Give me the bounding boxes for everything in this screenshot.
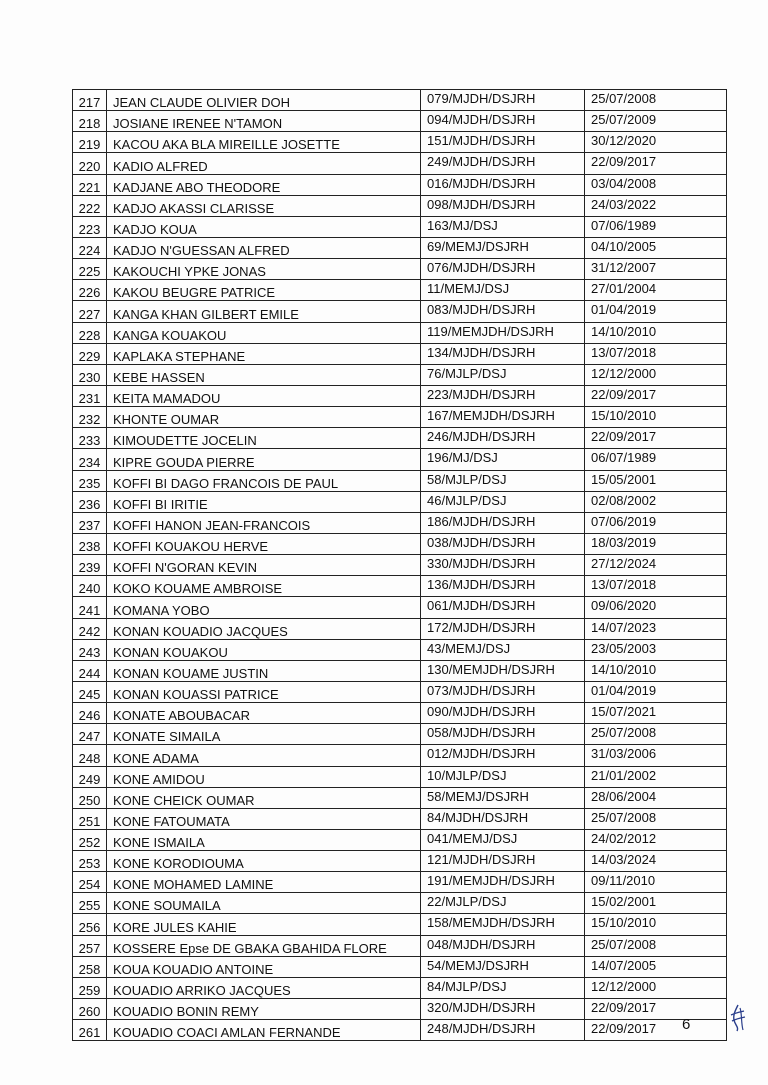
table-row bbox=[73, 703, 727, 724]
table-row bbox=[73, 914, 727, 935]
reference-cell: 038/MJDH/DSJRH bbox=[421, 533, 585, 554]
table-row bbox=[73, 280, 727, 301]
row-number-cell: 233 bbox=[73, 428, 107, 449]
name-cell: KOMANA YOBO bbox=[107, 597, 421, 618]
row-number-cell: 237 bbox=[73, 512, 107, 533]
row-number-cell: 245 bbox=[73, 681, 107, 702]
name-cell: KOFFI N'GORAN KEVIN bbox=[107, 555, 421, 576]
table-row bbox=[73, 639, 727, 660]
row-number-cell: 252 bbox=[73, 829, 107, 850]
reference-cell: 320/MJDH/DSJRH bbox=[421, 999, 585, 1020]
name-cell: KONATE ABOUBACAR bbox=[107, 703, 421, 724]
name-cell: KAKOU BEUGRE PATRICE bbox=[107, 280, 421, 301]
reference-cell: 094/MJDH/DSJRH bbox=[421, 111, 585, 132]
row-number-cell: 217 bbox=[73, 90, 107, 111]
date-cell: 22/09/2017 bbox=[585, 428, 727, 449]
name-cell: KONE AMIDOU bbox=[107, 766, 421, 787]
date-cell: 25/07/2008 bbox=[585, 808, 727, 829]
name-cell: KANGA KOUAKOU bbox=[107, 322, 421, 343]
reference-cell: 46/MJLP/DSJ bbox=[421, 491, 585, 512]
row-number-cell: 223 bbox=[73, 216, 107, 237]
reference-cell: 163/MJ/DSJ bbox=[421, 216, 585, 237]
name-cell: KONE FATOUMATA bbox=[107, 808, 421, 829]
name-cell: KHONTE OUMAR bbox=[107, 407, 421, 428]
name-cell: KOKO KOUAME AMBROISE bbox=[107, 576, 421, 597]
table-row bbox=[73, 90, 727, 111]
date-cell: 25/07/2008 bbox=[585, 935, 727, 956]
reference-cell: 121/MJDH/DSJRH bbox=[421, 851, 585, 872]
reference-cell: 083/MJDH/DSJRH bbox=[421, 301, 585, 322]
date-cell: 14/10/2010 bbox=[585, 660, 727, 681]
reference-cell: 54/MEMJ/DSJRH bbox=[421, 956, 585, 977]
table-row bbox=[73, 724, 727, 745]
name-cell: KONE MOHAMED LAMINE bbox=[107, 872, 421, 893]
reference-cell: 172/MJDH/DSJRH bbox=[421, 618, 585, 639]
table-row bbox=[73, 174, 727, 195]
name-cell: KONAN KOUAKOU bbox=[107, 639, 421, 660]
date-cell: 14/07/2005 bbox=[585, 956, 727, 977]
name-cell: KOSSERE Epse DE GBAKA GBAHIDA FLORE bbox=[107, 935, 421, 956]
name-cell: KOFFI BI IRITIE bbox=[107, 491, 421, 512]
name-cell: KONE ISMAILA bbox=[107, 829, 421, 850]
row-number-cell: 257 bbox=[73, 935, 107, 956]
date-cell: 15/10/2010 bbox=[585, 407, 727, 428]
table-row bbox=[73, 893, 727, 914]
table-row bbox=[73, 808, 727, 829]
reference-cell: 012/MJDH/DSJRH bbox=[421, 745, 585, 766]
name-cell: KOFFI BI DAGO FRANCOIS DE PAUL bbox=[107, 470, 421, 491]
table-row bbox=[73, 343, 727, 364]
date-cell: 15/07/2021 bbox=[585, 703, 727, 724]
date-cell: 09/11/2010 bbox=[585, 872, 727, 893]
records-table-body bbox=[73, 90, 727, 1041]
row-number-cell: 251 bbox=[73, 808, 107, 829]
table-row bbox=[73, 533, 727, 554]
table-row bbox=[73, 491, 727, 512]
reference-cell: 079/MJDH/DSJRH bbox=[421, 90, 585, 111]
row-number-cell: 238 bbox=[73, 533, 107, 554]
reference-cell: 158/MEMJDH/DSJRH bbox=[421, 914, 585, 935]
table-row bbox=[73, 364, 727, 385]
date-cell: 30/12/2020 bbox=[585, 132, 727, 153]
row-number-cell: 259 bbox=[73, 977, 107, 998]
name-cell: KEBE HASSEN bbox=[107, 364, 421, 385]
date-cell: 01/04/2019 bbox=[585, 681, 727, 702]
date-cell: 02/08/2002 bbox=[585, 491, 727, 512]
table-row bbox=[73, 766, 727, 787]
table-row bbox=[73, 470, 727, 491]
name-cell: KADJO KOUA bbox=[107, 216, 421, 237]
reference-cell: 58/MEMJ/DSJRH bbox=[421, 787, 585, 808]
table-row bbox=[73, 132, 727, 153]
table-row bbox=[73, 872, 727, 893]
row-number-cell: 249 bbox=[73, 766, 107, 787]
date-cell: 24/03/2022 bbox=[585, 195, 727, 216]
table-row bbox=[73, 745, 727, 766]
reference-cell: 167/MEMJDH/DSJRH bbox=[421, 407, 585, 428]
table-row bbox=[73, 829, 727, 850]
row-number-cell: 227 bbox=[73, 301, 107, 322]
table-row bbox=[73, 153, 727, 174]
row-number-cell: 244 bbox=[73, 660, 107, 681]
name-cell: JOSIANE IRENEE N'TAMON bbox=[107, 111, 421, 132]
date-cell: 15/05/2001 bbox=[585, 470, 727, 491]
reference-cell: 10/MJLP/DSJ bbox=[421, 766, 585, 787]
date-cell: 15/10/2010 bbox=[585, 914, 727, 935]
date-cell: 09/06/2020 bbox=[585, 597, 727, 618]
table-row bbox=[73, 512, 727, 533]
date-cell: 22/09/2017 bbox=[585, 153, 727, 174]
name-cell: KONE SOUMAILA bbox=[107, 893, 421, 914]
date-cell: 13/07/2018 bbox=[585, 576, 727, 597]
name-cell: KOFFI KOUAKOU HERVE bbox=[107, 533, 421, 554]
date-cell: 25/07/2008 bbox=[585, 724, 727, 745]
reference-cell: 076/MJDH/DSJRH bbox=[421, 259, 585, 280]
page-number: 6 bbox=[682, 1016, 691, 1033]
row-number-cell: 224 bbox=[73, 237, 107, 258]
reference-cell: 330/MJDH/DSJRH bbox=[421, 555, 585, 576]
row-number-cell: 222 bbox=[73, 195, 107, 216]
name-cell: KADJO N'GUESSAN ALFRED bbox=[107, 237, 421, 258]
row-number-cell: 220 bbox=[73, 153, 107, 174]
name-cell: JEAN CLAUDE OLIVIER DOH bbox=[107, 90, 421, 111]
date-cell: 22/09/2017 bbox=[585, 999, 727, 1020]
date-cell: 06/07/1989 bbox=[585, 449, 727, 470]
reference-cell: 061/MJDH/DSJRH bbox=[421, 597, 585, 618]
table-row bbox=[73, 999, 727, 1020]
name-cell: KORE JULES KAHIE bbox=[107, 914, 421, 935]
row-number-cell: 261 bbox=[73, 1020, 107, 1041]
reference-cell: 84/MJLP/DSJ bbox=[421, 977, 585, 998]
reference-cell: 090/MJDH/DSJRH bbox=[421, 703, 585, 724]
reference-cell: 223/MJDH/DSJRH bbox=[421, 385, 585, 406]
name-cell: KONATE SIMAILA bbox=[107, 724, 421, 745]
row-number-cell: 250 bbox=[73, 787, 107, 808]
row-number-cell: 247 bbox=[73, 724, 107, 745]
name-cell: KONAN KOUASSI PATRICE bbox=[107, 681, 421, 702]
name-cell: KOFFI HANON JEAN-FRANCOIS bbox=[107, 512, 421, 533]
name-cell: KOUA KOUADIO ANTOINE bbox=[107, 956, 421, 977]
date-cell: 22/09/2017 bbox=[585, 1020, 727, 1041]
name-cell: KOUADIO ARRIKO JACQUES bbox=[107, 977, 421, 998]
row-number-cell: 241 bbox=[73, 597, 107, 618]
date-cell: 24/02/2012 bbox=[585, 829, 727, 850]
reference-cell: 11/MEMJ/DSJ bbox=[421, 280, 585, 301]
reference-cell: 119/MEMJDH/DSJRH bbox=[421, 322, 585, 343]
date-cell: 04/10/2005 bbox=[585, 237, 727, 258]
row-number-cell: 225 bbox=[73, 259, 107, 280]
name-cell: KADJO AKASSI CLARISSE bbox=[107, 195, 421, 216]
row-number-cell: 234 bbox=[73, 449, 107, 470]
row-number-cell: 236 bbox=[73, 491, 107, 512]
name-cell: KONAN KOUAME JUSTIN bbox=[107, 660, 421, 681]
reference-cell: 136/MJDH/DSJRH bbox=[421, 576, 585, 597]
row-number-cell: 218 bbox=[73, 111, 107, 132]
date-cell: 12/12/2000 bbox=[585, 364, 727, 385]
table-row bbox=[73, 977, 727, 998]
date-cell: 25/07/2009 bbox=[585, 111, 727, 132]
row-number-cell: 239 bbox=[73, 555, 107, 576]
table-row bbox=[73, 428, 727, 449]
date-cell: 07/06/2019 bbox=[585, 512, 727, 533]
table-row bbox=[73, 618, 727, 639]
date-cell: 12/12/2000 bbox=[585, 977, 727, 998]
table-row bbox=[73, 1020, 727, 1041]
reference-cell: 248/MJDH/DSJRH bbox=[421, 1020, 585, 1041]
table-row bbox=[73, 597, 727, 618]
row-number-cell: 260 bbox=[73, 999, 107, 1020]
row-number-cell: 228 bbox=[73, 322, 107, 343]
name-cell: KOUADIO BONIN REMY bbox=[107, 999, 421, 1020]
reference-cell: 191/MEMJDH/DSJRH bbox=[421, 872, 585, 893]
reference-cell: 43/MEMJ/DSJ bbox=[421, 639, 585, 660]
reference-cell: 016/MJDH/DSJRH bbox=[421, 174, 585, 195]
date-cell: 14/10/2010 bbox=[585, 322, 727, 343]
table-row bbox=[73, 407, 727, 428]
reference-cell: 098/MJDH/DSJRH bbox=[421, 195, 585, 216]
table-row bbox=[73, 111, 727, 132]
row-number-cell: 229 bbox=[73, 343, 107, 364]
name-cell: KONE CHEICK OUMAR bbox=[107, 787, 421, 808]
row-number-cell: 256 bbox=[73, 914, 107, 935]
reference-cell: 058/MJDH/DSJRH bbox=[421, 724, 585, 745]
table-row bbox=[73, 555, 727, 576]
row-number-cell: 248 bbox=[73, 745, 107, 766]
name-cell: KANGA KHAN GILBERT EMILE bbox=[107, 301, 421, 322]
reference-cell: 130/MEMJDH/DSJRH bbox=[421, 660, 585, 681]
name-cell: KADJANE ABO THEODORE bbox=[107, 174, 421, 195]
reference-cell: 196/MJ/DSJ bbox=[421, 449, 585, 470]
row-number-cell: 246 bbox=[73, 703, 107, 724]
reference-cell: 048/MJDH/DSJRH bbox=[421, 935, 585, 956]
row-number-cell: 230 bbox=[73, 364, 107, 385]
reference-cell: 073/MJDH/DSJRH bbox=[421, 681, 585, 702]
row-number-cell: 226 bbox=[73, 280, 107, 301]
table-row bbox=[73, 195, 727, 216]
date-cell: 01/04/2019 bbox=[585, 301, 727, 322]
name-cell: KADIO ALFRED bbox=[107, 153, 421, 174]
name-cell: KOUADIO COACI AMLAN FERNANDE bbox=[107, 1020, 421, 1041]
table-row bbox=[73, 322, 727, 343]
reference-cell: 249/MJDH/DSJRH bbox=[421, 153, 585, 174]
date-cell: 25/07/2008 bbox=[585, 90, 727, 111]
table-row bbox=[73, 237, 727, 258]
name-cell: KONE KORODIOUMA bbox=[107, 851, 421, 872]
table-row bbox=[73, 259, 727, 280]
row-number-cell: 242 bbox=[73, 618, 107, 639]
name-cell: KEITA MAMADOU bbox=[107, 385, 421, 406]
date-cell: 31/03/2006 bbox=[585, 745, 727, 766]
reference-cell: 58/MJLP/DSJ bbox=[421, 470, 585, 491]
table-row bbox=[73, 851, 727, 872]
date-cell: 14/03/2024 bbox=[585, 851, 727, 872]
table-row bbox=[73, 935, 727, 956]
reference-cell: 84/MJDH/DSJRH bbox=[421, 808, 585, 829]
row-number-cell: 221 bbox=[73, 174, 107, 195]
row-number-cell: 235 bbox=[73, 470, 107, 491]
date-cell: 14/07/2023 bbox=[585, 618, 727, 639]
date-cell: 27/12/2024 bbox=[585, 555, 727, 576]
date-cell: 31/12/2007 bbox=[585, 259, 727, 280]
table-row bbox=[73, 956, 727, 977]
row-number-cell: 254 bbox=[73, 872, 107, 893]
row-number-cell: 231 bbox=[73, 385, 107, 406]
name-cell: KAPLAKA STEPHANE bbox=[107, 343, 421, 364]
row-number-cell: 255 bbox=[73, 893, 107, 914]
records-table bbox=[72, 89, 727, 1041]
row-number-cell: 258 bbox=[73, 956, 107, 977]
table-row bbox=[73, 681, 727, 702]
name-cell: KONAN KOUADIO JACQUES bbox=[107, 618, 421, 639]
name-cell: KACOU AKA BLA MIREILLE JOSETTE bbox=[107, 132, 421, 153]
date-cell: 22/09/2017 bbox=[585, 385, 727, 406]
date-cell: 03/04/2008 bbox=[585, 174, 727, 195]
table-row bbox=[73, 385, 727, 406]
reference-cell: 151/MJDH/DSJRH bbox=[421, 132, 585, 153]
reference-cell: 246/MJDH/DSJRH bbox=[421, 428, 585, 449]
date-cell: 23/05/2003 bbox=[585, 639, 727, 660]
date-cell: 07/06/1989 bbox=[585, 216, 727, 237]
table-row bbox=[73, 787, 727, 808]
date-cell: 13/07/2018 bbox=[585, 343, 727, 364]
date-cell: 18/03/2019 bbox=[585, 533, 727, 554]
name-cell: KONE ADAMA bbox=[107, 745, 421, 766]
date-cell: 28/06/2004 bbox=[585, 787, 727, 808]
row-number-cell: 219 bbox=[73, 132, 107, 153]
reference-cell: 22/MJLP/DSJ bbox=[421, 893, 585, 914]
date-cell: 15/02/2001 bbox=[585, 893, 727, 914]
name-cell: KIPRE GOUDA PIERRE bbox=[107, 449, 421, 470]
date-cell: 27/01/2004 bbox=[585, 280, 727, 301]
table-row bbox=[73, 576, 727, 597]
date-cell: 21/01/2002 bbox=[585, 766, 727, 787]
reference-cell: 041/MEMJ/DSJ bbox=[421, 829, 585, 850]
row-number-cell: 253 bbox=[73, 851, 107, 872]
row-number-cell: 240 bbox=[73, 576, 107, 597]
table-row bbox=[73, 449, 727, 470]
reference-cell: 186/MJDH/DSJRH bbox=[421, 512, 585, 533]
name-cell: KIMOUDETTE JOCELIN bbox=[107, 428, 421, 449]
reference-cell: 69/MEMJ/DSJRH bbox=[421, 237, 585, 258]
table-row bbox=[73, 301, 727, 322]
reference-cell: 134/MJDH/DSJRH bbox=[421, 343, 585, 364]
reference-cell: 76/MJLP/DSJ bbox=[421, 364, 585, 385]
row-number-cell: 232 bbox=[73, 407, 107, 428]
name-cell: KAKOUCHI YPKE JONAS bbox=[107, 259, 421, 280]
signature-initials bbox=[726, 1003, 750, 1033]
row-number-cell: 243 bbox=[73, 639, 107, 660]
table-row bbox=[73, 216, 727, 237]
table-row bbox=[73, 660, 727, 681]
